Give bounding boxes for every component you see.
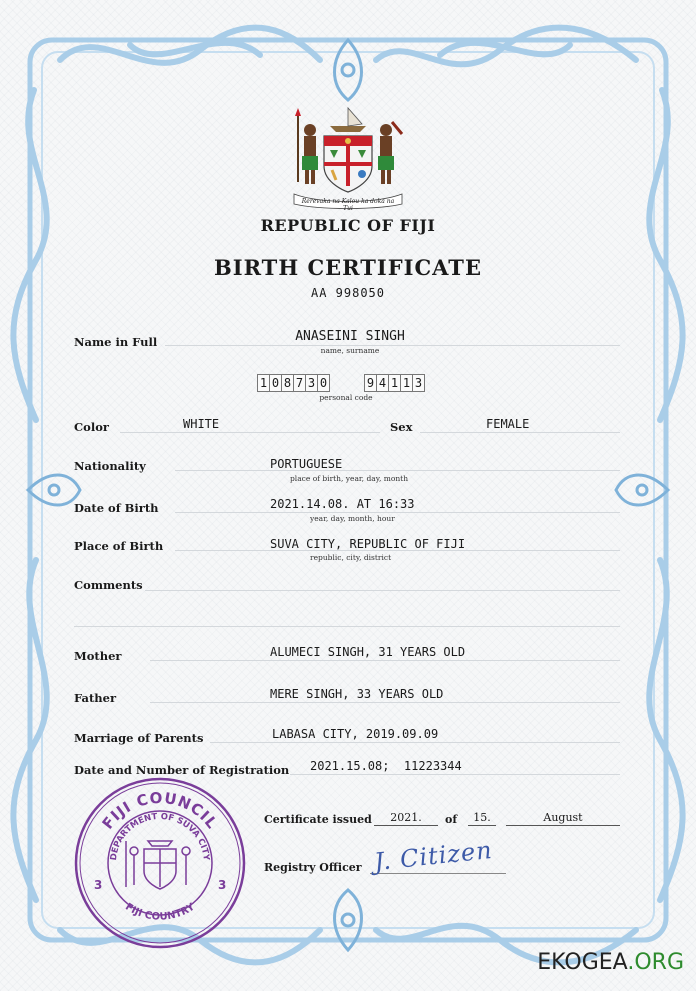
stamp-bottom-text: FIJI COUNTRY — [123, 901, 197, 923]
nationality-hint: place of birth, year, day, month — [290, 474, 409, 483]
pob-value: SUVA CITY, REPUBLIC OF FIJI — [270, 537, 466, 551]
stamp-number-left: 3 — [94, 878, 103, 892]
mother-rule — [150, 660, 620, 661]
name-label: Name in Full — [74, 335, 158, 349]
nationality-rule — [175, 470, 620, 471]
nationality-label: Nationality — [74, 459, 146, 473]
code-digit: 8 — [281, 374, 294, 392]
comments-label: Comments — [74, 578, 143, 592]
issued-day: 15. — [468, 811, 496, 826]
color-rule — [120, 432, 380, 433]
name-value: ANASEINI SINGH — [295, 329, 405, 344]
color-value: WHITE — [183, 417, 220, 431]
coat-of-arms-emblem — [290, 104, 406, 210]
personal-code-group-2 — [365, 374, 425, 392]
nationality-value: PORTUGUESE — [270, 457, 343, 471]
document-title: BIRTH CERTIFICATE — [214, 255, 482, 280]
pob-label: Place of Birth — [74, 539, 164, 553]
marriage-rule — [210, 742, 620, 743]
father-value: MERE SINGH, 33 YEARS OLD — [270, 687, 444, 701]
issued-month: August — [506, 811, 620, 826]
code-digit: 1 — [400, 374, 413, 392]
registration-rule — [290, 774, 620, 775]
code-digit: 0 — [269, 374, 282, 392]
watermark-suffix: .ORG — [627, 950, 684, 975]
mother-label: Mother — [74, 649, 122, 663]
stamp-top-text: FIJI COUNCIL — [98, 788, 222, 833]
name-hint: name, surname — [320, 346, 380, 355]
coat-of-arms-motto: Rerevaka na Kalou ka doka na Tui — [301, 198, 395, 212]
sex-label: Sex — [390, 420, 413, 434]
issued-year: 2021. — [374, 811, 438, 826]
svg-text:FIJI COUNTRY — [123, 901, 197, 923]
stamp-middle-text: DEPARTMENT OF SUVA CITY — [108, 811, 211, 861]
comments-rule-1 — [145, 590, 620, 591]
registration-value: 2021.15.08; 11223344 — [310, 759, 462, 773]
dob-rule — [175, 512, 620, 513]
registry-officer-signature: J. Citizen — [372, 835, 494, 877]
code-digit: 9 — [364, 374, 377, 392]
marriage-value: LABASA CITY, 2019.09.09 — [272, 727, 439, 741]
registry-officer-label: Registry Officer — [264, 861, 362, 874]
watermark-main: EKOGEA — [537, 950, 628, 975]
issued-label: Certificate issued — [264, 813, 372, 826]
dob-hint: year, day, month, hour — [310, 514, 395, 523]
code-digit: 7 — [293, 374, 306, 392]
dob-label: Date of Birth — [74, 501, 159, 515]
stamp-number-right: 3 — [218, 878, 227, 892]
pob-hint: republic, city, district — [310, 553, 392, 562]
code-digit: 1 — [257, 374, 270, 392]
code-digit: 4 — [376, 374, 389, 392]
official-stamp — [72, 775, 248, 951]
comments-rule-2 — [74, 626, 620, 627]
site-watermark — [537, 950, 684, 975]
certificate-number: AA 998050 — [310, 286, 386, 300]
issued-of-label: of — [445, 813, 458, 826]
father-rule — [150, 702, 620, 703]
personal-code-group-1 — [258, 374, 330, 392]
sex-rule — [420, 432, 620, 433]
registration-label: Date and Number of Registration — [74, 763, 290, 777]
color-label: Color — [74, 420, 109, 434]
personal-code-hint: personal code — [319, 393, 373, 402]
marriage-label: Marriage of Parents — [74, 731, 204, 745]
code-digit: 3 — [305, 374, 318, 392]
country-title: REPUBLIC OF FIJI — [260, 216, 436, 235]
sex-value: FEMALE — [486, 417, 530, 431]
code-digit: 1 — [388, 374, 401, 392]
father-label: Father — [74, 691, 117, 705]
mother-value: ALUMECI SINGH, 31 YEARS OLD — [270, 645, 466, 659]
code-digit: 0 — [317, 374, 330, 392]
code-digit: 3 — [412, 374, 425, 392]
dob-value: 2021.14.08. AT 16:33 — [270, 497, 415, 511]
